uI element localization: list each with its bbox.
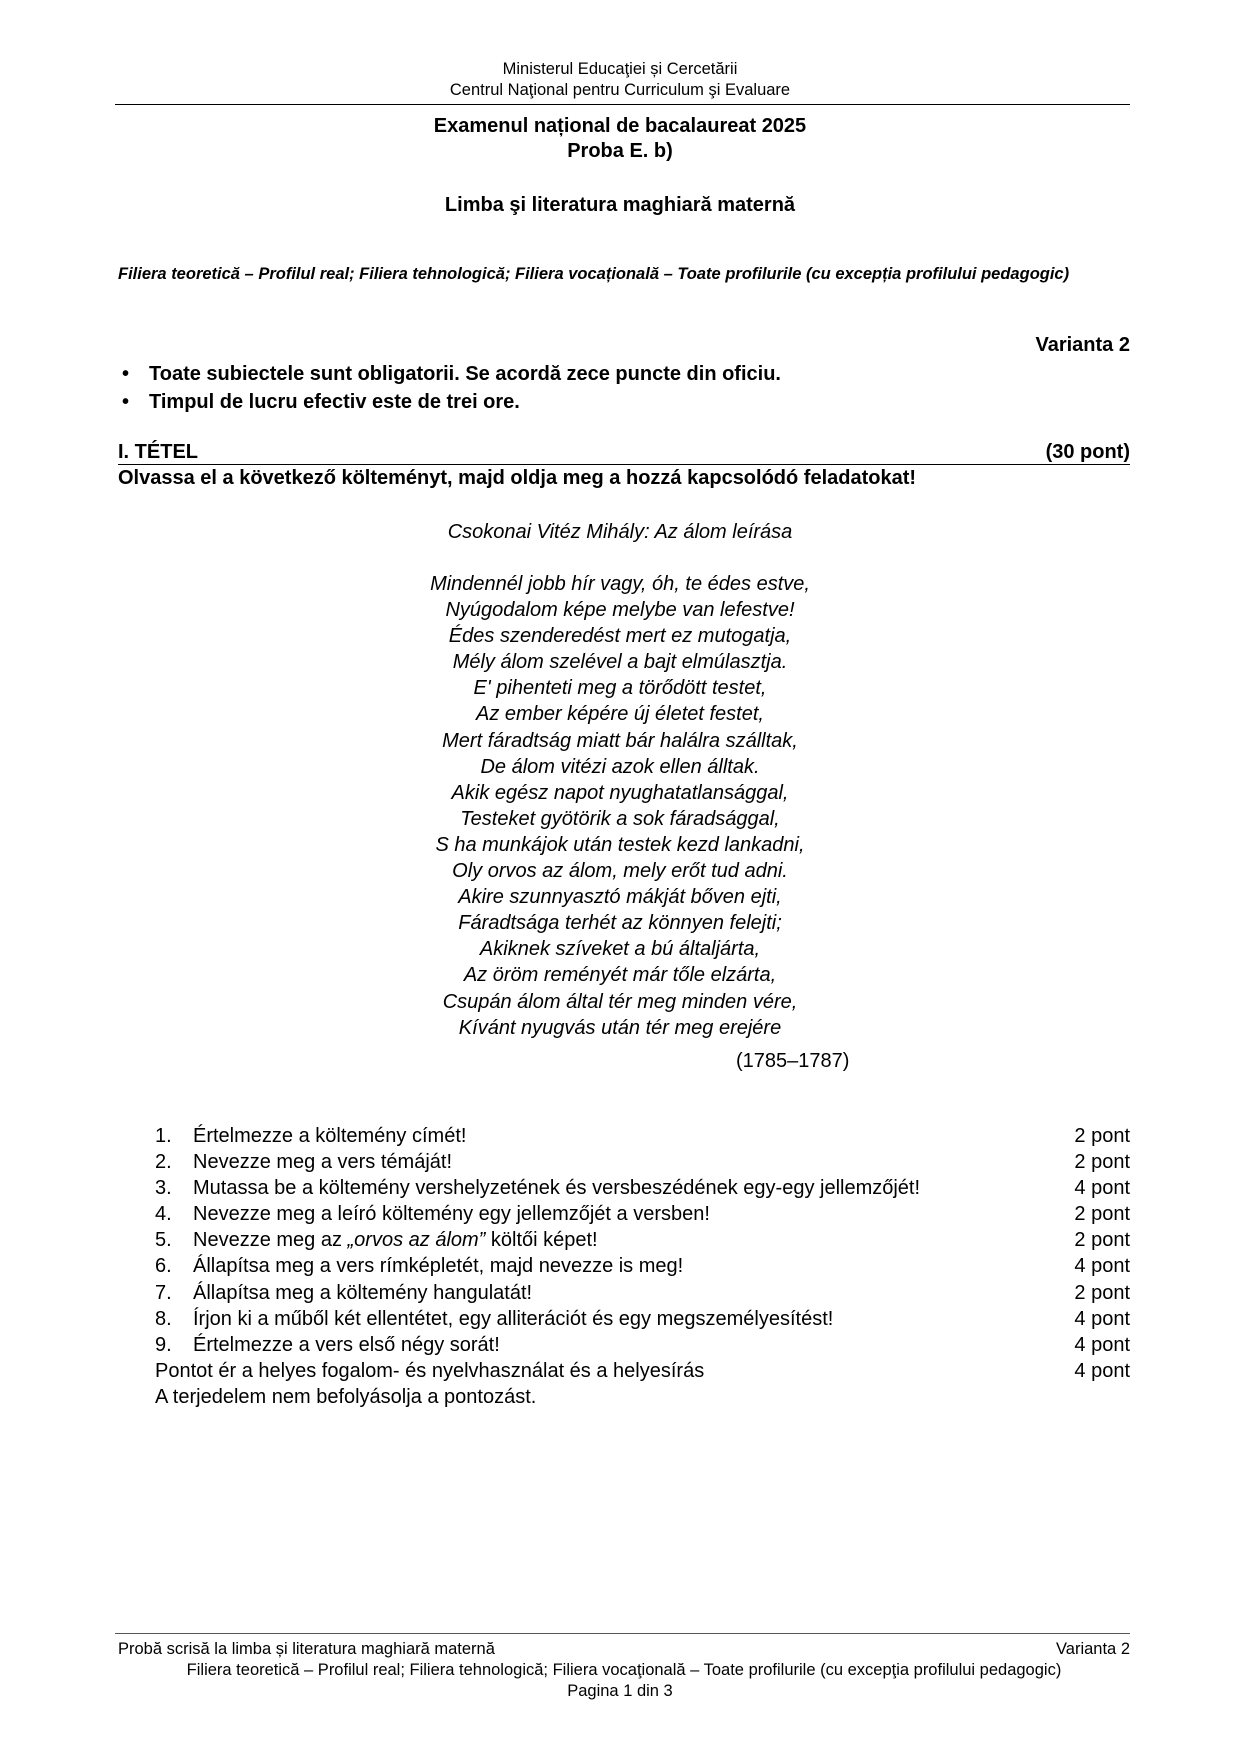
poem-line: Az ember képére új életet festet, [476, 703, 764, 726]
rule-text: Timpul de lucru efectiv este de trei ore. [149, 391, 520, 413]
rule-item [118, 360, 1130, 388]
poem-lines [0, 571, 1240, 1041]
task-points: 2 pont [1074, 1229, 1130, 1252]
task-points: 4 pont [1074, 1333, 1130, 1356]
page-number: Pagina 1 din 3 [567, 1682, 673, 1700]
section-title: I. TÉTEL [118, 441, 198, 463]
poem-line: Akik egész napot nyughatatlansággal, [451, 781, 789, 804]
language-use-text: Pontot ér a helyes fogalom- és nyelvhasználat és a helyesírás [155, 1359, 705, 1382]
poem-line: Mély álom szelével a bajt elmúlasztja. [452, 651, 788, 674]
section-points: (30 pont) [1045, 441, 1130, 463]
poem-line: De álom vitézi azok ellen álltak. [480, 755, 760, 778]
section-instruction: Olvassa el a következő költeményt, majd oldja meg a hozzá kapcsolódó feladatokat! [118, 467, 917, 489]
task-item [155, 1175, 1130, 1201]
task-text-after: költői képet! [485, 1229, 598, 1252]
task-item [155, 1227, 1130, 1253]
poem-line: Testeket gyötörik a sok fáradsággal, [460, 807, 780, 830]
language-use-points: 4 pont [1074, 1359, 1130, 1382]
task-points: 4 pont [1074, 1255, 1130, 1278]
poem-date: (1785–1787) [736, 1050, 850, 1072]
task-text: Értelmezze a költemény címét! [193, 1125, 467, 1147]
task-points: 4 pont [1074, 1177, 1130, 1200]
footer-exam-name: Probă scrisă la limba și literatura maghiară maternă [118, 1640, 495, 1658]
task-points: 2 pont [1074, 1151, 1130, 1174]
task-text: Állapítsa meg a vers rímképletét, majd nevezze is meg! [193, 1255, 684, 1278]
section-heading [118, 440, 1130, 465]
footer-variant: Varianta 2 [1056, 1640, 1130, 1658]
task-text: Értelmezze a vers első négy sorát! [193, 1333, 500, 1356]
task-number: 2. [155, 1151, 172, 1174]
filiera-text: Filiera teoretică – Profilul real; Filiera tehnologică; Filiera vocațională – Toate profilurile (cu excepția profilului pedagogic) [118, 265, 1070, 283]
task-item [155, 1123, 1130, 1149]
poem-line: S ha munkájok után testek kezd lankadni, [435, 833, 805, 856]
poem-line: Édes szenderedést mert ez mutogatja, [448, 625, 792, 648]
task-points: 4 pont [1074, 1307, 1130, 1330]
task-list [155, 1123, 1130, 1410]
rules-list [118, 360, 1130, 416]
ministry-name: Ministerul Educaţiei și Cercetării [502, 60, 738, 78]
task-text-quote: „orvos az álom” [347, 1229, 486, 1252]
footer-filiera: Filiera teoretică – Profilul real; Filiera tehnologică; Filiera vocaţională – Toate profilurile (cu excepţia profilului pedagogic) [186, 1661, 1062, 1679]
task-number: 7. [155, 1281, 172, 1304]
poem-title: Csokonai Vitéz Mihály: Az álom leírása [447, 521, 793, 543]
task-text-before: Nevezze meg az [193, 1229, 348, 1252]
poem-line: E' pihenteti meg a törődött testet, [473, 677, 767, 700]
task-text: Nevezze meg a vers témáját! [193, 1151, 452, 1174]
task-number: 9. [155, 1333, 172, 1356]
bullet-icon: • [122, 363, 130, 385]
footer-row [118, 1639, 1130, 1659]
task-text: Állapítsa meg a költemény hangulatát! [193, 1281, 533, 1304]
length-note-item [155, 1384, 1130, 1410]
poem-line: Fáradtsága terhét az könnyen felejti; [458, 912, 782, 935]
task-item [155, 1253, 1130, 1279]
task-points: 2 pont [1074, 1281, 1130, 1304]
variant-label: Varianta 2 [1035, 334, 1130, 356]
poem-line: Az öröm reményét már tőle elzárta, [463, 964, 777, 987]
exam-subject: Limba şi literatura maghiară maternă [444, 194, 796, 216]
footer-divider [115, 1633, 1130, 1634]
task-number: 6. [155, 1255, 172, 1278]
exam-title: Examenul național de bacalaureat 2025 [433, 115, 807, 137]
task-item [155, 1149, 1130, 1175]
poem-line: Kívánt nyugvás után tér meg erejére [458, 1016, 782, 1039]
poem-line: Oly orvos az álom, mely erőt tud adni. [452, 860, 788, 883]
poem-line: Csupán álom által tér meg minden vére, [442, 990, 798, 1013]
task-text: Mutassa be a költemény vershelyzetének és versbeszédének egy-egy jellemzőjét! [193, 1177, 921, 1200]
exam-proba: Proba E. b) [567, 140, 673, 162]
rule-item [118, 388, 1130, 416]
poem-line: Mindennél jobb hír vagy, óh, te édes estve, [430, 573, 810, 595]
task-number: 8. [155, 1307, 172, 1330]
task-item [155, 1280, 1130, 1306]
rule-text: Toate subiectele sunt obligatorii. Se acordă zece puncte din oficiu. [149, 363, 781, 385]
task-text: Írjon ki a műből két ellentétet, egy alliterációt és egy megszemélyesítést! [193, 1307, 834, 1330]
language-use-item [155, 1358, 1130, 1384]
length-note-text: A terjedelem nem befolyásolja a pontozást. [155, 1385, 537, 1408]
poem-line: Akiknek szíveket a bú általjárta, [479, 938, 761, 961]
task-item [155, 1306, 1130, 1332]
poem-line: Akire szunnyasztó mákját bőven ejti, [458, 886, 782, 909]
task-number: 3. [155, 1177, 172, 1200]
task-text: Nevezze meg a leíró költemény egy jellemzőjét a versben! [193, 1203, 710, 1226]
task-number: 1. [155, 1125, 172, 1147]
poem-line: Mert fáradtság miatt bár halálra szálltak, [442, 729, 798, 752]
task-number: 4. [155, 1203, 172, 1226]
task-number: 5. [155, 1229, 172, 1252]
task-points: 2 pont [1074, 1203, 1130, 1226]
center-name: Centrul Naţional pentru Curriculum şi Evaluare [449, 81, 791, 99]
bullet-icon: • [122, 391, 130, 413]
task-item [155, 1201, 1130, 1227]
task-item [155, 1332, 1130, 1358]
task-points: 2 pont [1074, 1125, 1130, 1147]
header-divider [115, 104, 1130, 105]
poem-line: Nyúgodalom képe melybe van lefestve! [445, 599, 795, 622]
